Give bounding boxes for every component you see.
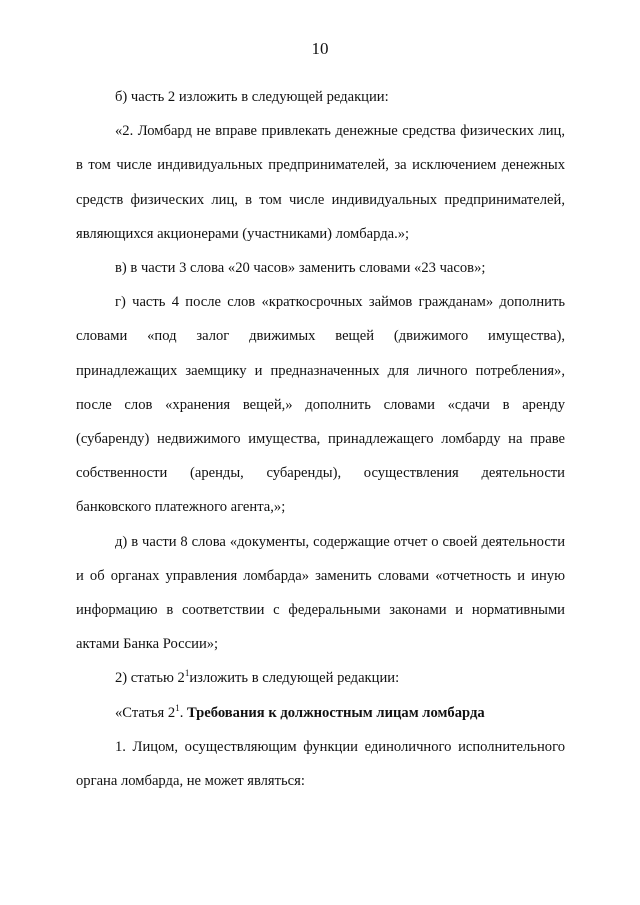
paragraph-g: г) часть 4 после слов «краткосрочных займов гражданам» дополнить словами «под залог движимых вещей (движимого имущества), принадлежащих заемщику и предназначенных для личного потребления», после слов «хранения вещей,» дополнить словами «сдачи в аренду (субаренду) недвижимого имущества, принадлежащего ломбарду на праве собственности (аренды, субаренды), осуществления деятельности банковского платежного агента,»; — [76, 294, 565, 516]
article-dot: . — [179, 704, 187, 721]
paragraph-quote-part-2: «2. Ломбард не вправе привлекать денежные средства физических лиц, в том числе индивидуальных предпринимателей, за исключением денежных средств физических лиц, в том числе индивидуальных предпринимателей, являющихся акционерами (участниками) ломбарда.»; — [76, 123, 565, 242]
item-2-text-before: 2) статью 2 — [115, 670, 185, 687]
paragraph-1: 1. Лицом, осуществляющим функции единоличного исполнительного органа ломбарда, не может являться: — [76, 738, 565, 790]
paragraph-item-2 — [76, 661, 565, 695]
superscript: 1 — [175, 702, 180, 713]
article-title: Требования к должностным лицам ломбарда — [186, 704, 485, 721]
paragraph-v: в) в части 3 слова «20 часов» заменить словами «23 часов»; — [115, 260, 486, 277]
article-prefix: «Статья 2 — [115, 704, 176, 721]
superscript: 1 — [184, 668, 190, 679]
article-heading — [76, 696, 565, 730]
document-body — [76, 80, 565, 798]
item-2-text-after: изложить в следующей редакции: — [189, 670, 400, 687]
page-number: 10 — [311, 39, 329, 58]
paragraph-b: б) часть 2 изложить в следующей редакции: — [115, 89, 389, 105]
paragraph-d: д) в части 8 слова «документы, содержащие отчет о своей деятельности и об органах управления ломбарда» заменить словами «отчетность и иную информацию в соответствии с федеральными законами и нормативными актами Банка России»; — [76, 533, 565, 653]
